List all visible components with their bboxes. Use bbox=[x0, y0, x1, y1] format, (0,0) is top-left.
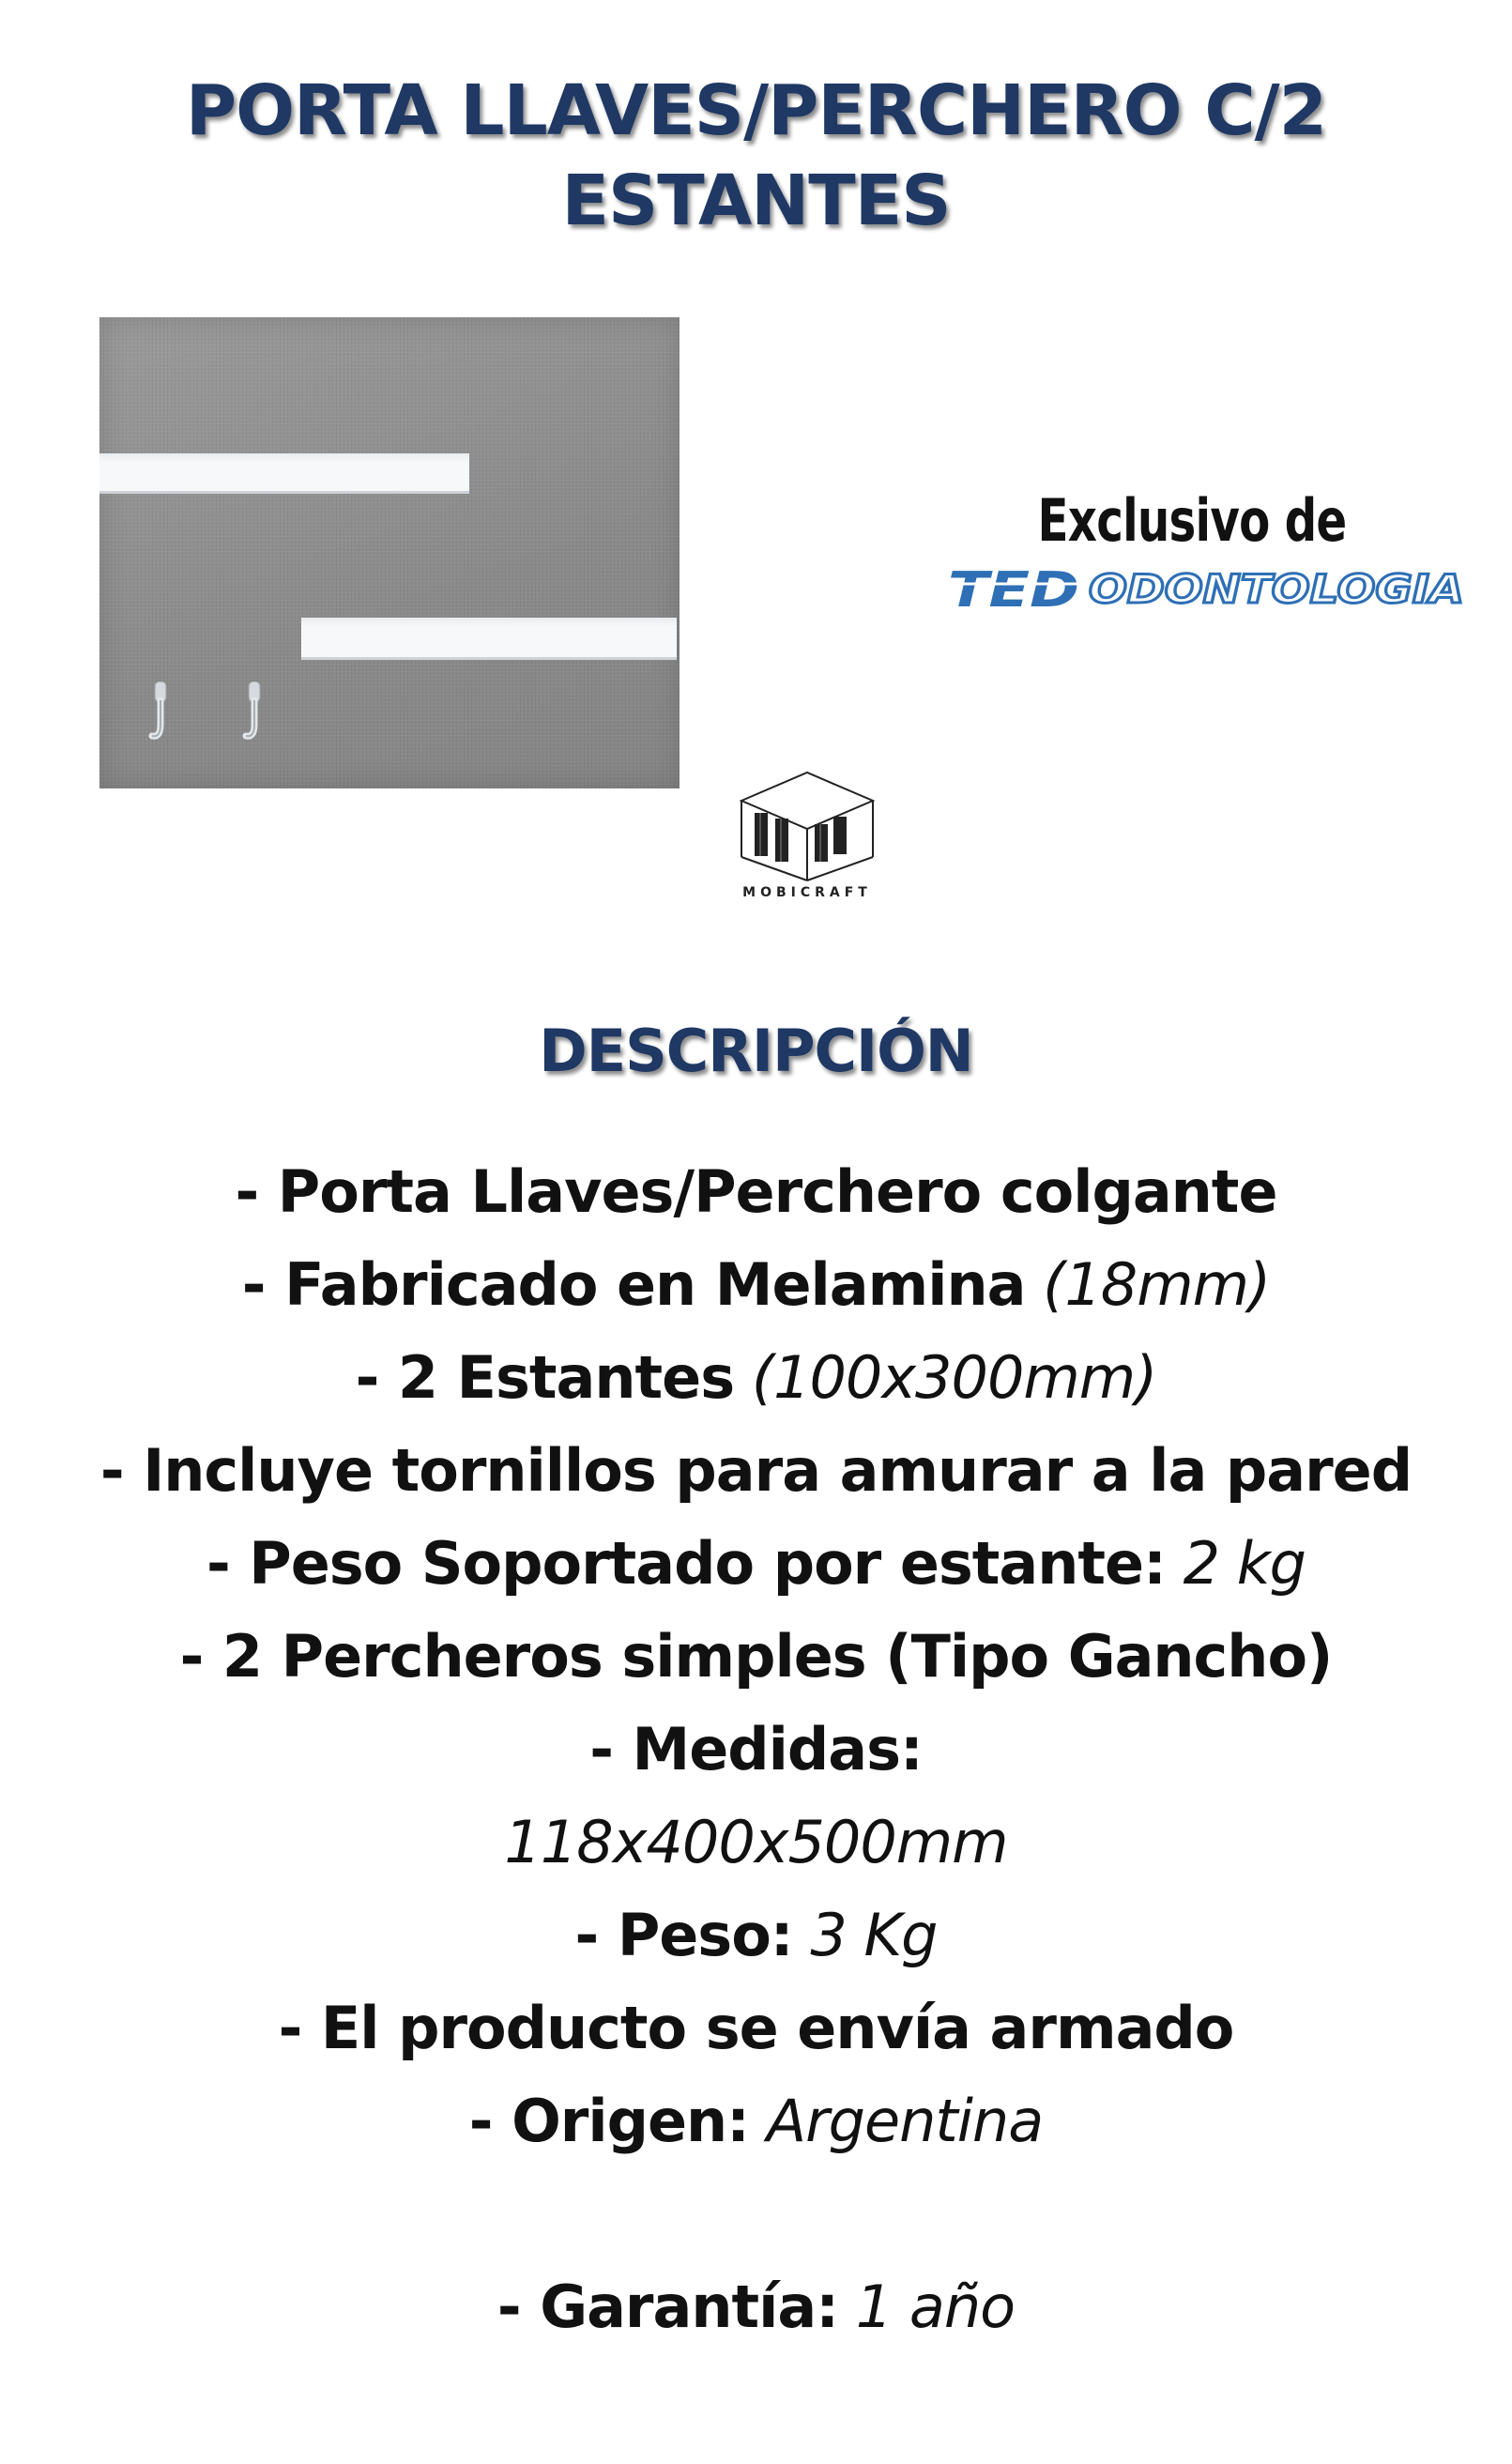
description-line-10: - El producto se envía armado bbox=[278, 1994, 1234, 2062]
description-line-4: - Incluye tornillos para amurar a la pared bbox=[99, 1436, 1413, 1505]
exclusive-label: Exclusivo de bbox=[1037, 486, 1347, 555]
description-line-5: - Peso Soportado por estante: 2 kg bbox=[206, 1529, 1306, 1598]
page-title-line-2: ESTANTES bbox=[561, 161, 951, 241]
description-line-3: - 2 Estantes (100x300mm) bbox=[355, 1343, 1157, 1412]
ted-odontologia-logo bbox=[948, 561, 1469, 618]
description-line-1: - Porta Llaves/Perchero colgante bbox=[235, 1157, 1277, 1226]
description-line-11: - Origen: Argentina bbox=[468, 2087, 1044, 2155]
description-line-7: - Medidas: bbox=[589, 1715, 923, 1783]
svg-text:TED: TED bbox=[948, 562, 1079, 618]
svg-text:MOBICRAFT: MOBICRAFT bbox=[742, 885, 872, 899]
description-list bbox=[0, 1145, 1512, 2353]
page-title bbox=[0, 66, 1512, 246]
description-line-2: - Fabricado en Melamina (18mm) bbox=[241, 1250, 1271, 1319]
coat-hook-icon bbox=[146, 681, 175, 743]
mobicraft-logo bbox=[723, 758, 892, 899]
coat-hook-icon bbox=[240, 681, 268, 743]
description-line-8: 118x400x500mm bbox=[504, 1808, 1008, 1876]
product-photo bbox=[99, 317, 680, 788]
svg-text:ODONTOLOGIA: ODONTOLOGIA bbox=[1089, 566, 1464, 612]
shelf-bottom bbox=[301, 627, 677, 660]
description-line-12: - Garantía: 1 año bbox=[496, 2273, 1016, 2341]
description-line-9: - Peso: 3 Kg bbox=[574, 1901, 938, 1969]
page-title-line-1: PORTA LLAVES/PERCHERO C/2 bbox=[185, 70, 1327, 151]
shelf-top bbox=[99, 463, 469, 494]
description-heading: DESCRIPCIÓN bbox=[539, 1017, 973, 1085]
description-spacer bbox=[0, 2167, 1512, 2260]
description-line-6: - 2 Percheros simples (Tipo Gancho) bbox=[179, 1622, 1333, 1691]
